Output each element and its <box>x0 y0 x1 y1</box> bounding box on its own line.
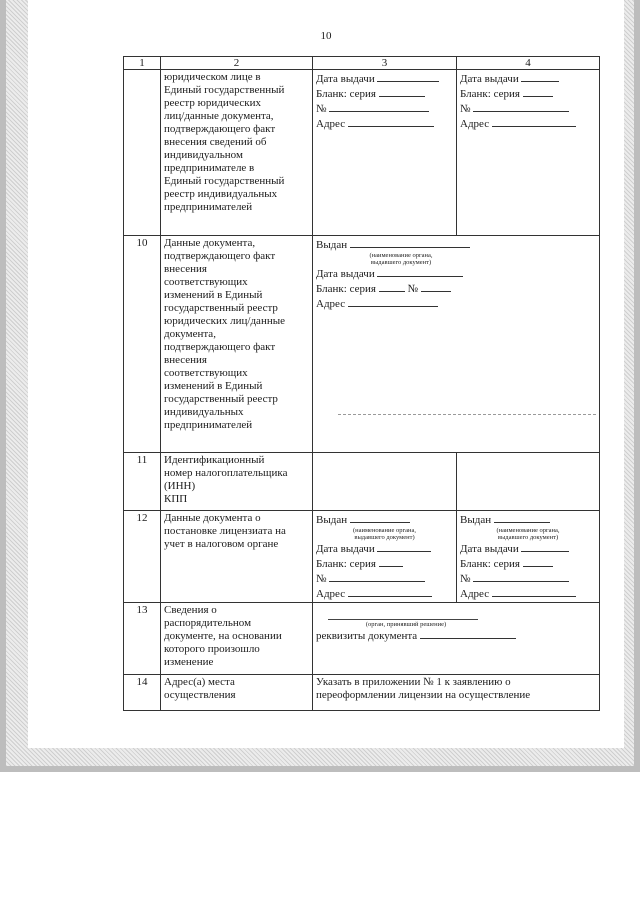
address-field[interactable] <box>492 586 576 597</box>
number-label: № <box>407 283 418 295</box>
address-field[interactable] <box>492 116 576 127</box>
form-series-label: Бланк: серия <box>316 558 376 570</box>
issued-by-field[interactable] <box>350 512 410 523</box>
issued-by-caption: (наименование органа, выдавшего документ) <box>352 527 417 541</box>
row-number: 13 <box>124 603 161 675</box>
form-series-label: Бланк: серия <box>316 283 376 295</box>
address-label: Адрес <box>316 118 346 130</box>
header-col-3: 3 <box>313 57 457 70</box>
row-description: Идентификационный номер налогоплательщика (ИНН) КПП <box>161 453 313 511</box>
number-field[interactable] <box>329 101 429 112</box>
row-description: Данные документа о постановке лицензиата на учет в налоговом органе <box>161 511 313 603</box>
inn-field-cell[interactable] <box>313 453 457 511</box>
number-field[interactable] <box>421 281 451 292</box>
form-series-label: Бланк: серия <box>460 558 520 570</box>
field-cell-col3 <box>313 70 457 236</box>
number-label: № <box>460 573 471 585</box>
issue-date-label: Дата выдачи <box>460 73 519 85</box>
address-field[interactable] <box>348 116 434 127</box>
issue-date-field[interactable] <box>377 541 431 552</box>
address-label: Адрес <box>316 298 346 310</box>
issuing-body-field[interactable] <box>328 615 478 620</box>
number-label: № <box>316 573 327 585</box>
form-series-label: Бланк: серия <box>460 88 520 100</box>
table-row-11 <box>124 453 600 511</box>
issue-date-label: Дата выдачи <box>460 543 519 555</box>
table-row-13 <box>124 603 600 675</box>
form-series-field[interactable] <box>379 86 425 97</box>
issued-by-label: Выдан <box>316 514 348 526</box>
issue-date-label: Дата выдачи <box>316 73 375 85</box>
issue-date-field[interactable] <box>521 541 569 552</box>
faint-scan-line <box>338 414 596 415</box>
form-series-field[interactable] <box>379 556 403 567</box>
issued-by-label: Выдан <box>460 514 492 526</box>
issue-date-label: Дата выдачи <box>316 543 375 555</box>
number-field[interactable] <box>473 571 569 582</box>
row-number: 11 <box>124 453 161 511</box>
issued-by-label: Выдан <box>316 239 348 251</box>
merged-field-cell <box>313 603 600 675</box>
issued-by-caption: (наименование органа, выдавшего документ) <box>496 527 560 541</box>
row-description: Сведения о распорядительном документе, на основании которого произошло изменение <box>161 603 313 675</box>
issue-date-field[interactable] <box>377 266 463 277</box>
license-form-table <box>123 56 600 711</box>
field-cell-col4 <box>457 70 600 236</box>
table-row-14 <box>124 675 600 711</box>
issuing-body-caption: (орган, принявший решение) <box>365 621 447 628</box>
row-description: Данные документа, подтверждающего факт внесения соответствующих изменений в Единый государственный реестр юридических лиц/данные документа, подтверждающего факт внесения соответствующих изменений в Единый государственный реестр индивидуальных предпринимателей <box>161 236 313 453</box>
header-col-2: 2 <box>161 57 313 70</box>
document-requisites-field[interactable] <box>420 628 516 639</box>
address-field[interactable] <box>348 586 432 597</box>
table-header-row <box>124 57 600 70</box>
number-field[interactable] <box>473 101 569 112</box>
table-row-10 <box>124 236 600 453</box>
header-col-4: 4 <box>457 57 600 70</box>
form-series-label: Бланк: серия <box>316 88 376 100</box>
number-label: № <box>316 103 327 115</box>
form-series-field[interactable] <box>379 281 405 292</box>
field-cell-col4 <box>457 511 600 603</box>
row-number-empty <box>124 70 161 236</box>
document-requisites-label: реквизиты документа <box>316 630 418 642</box>
issued-by-caption: (наименование органа, выдавшего документ) <box>369 252 433 266</box>
issue-date-field[interactable] <box>521 71 559 82</box>
form-series-field[interactable] <box>523 556 553 567</box>
header-col-1: 1 <box>124 57 161 70</box>
row-number: 12 <box>124 511 161 603</box>
table-row-9-continued <box>124 70 600 236</box>
issue-date-label: Дата выдачи <box>316 268 375 280</box>
row-description: Адрес(а) места осуществления <box>161 675 313 711</box>
number-label: № <box>460 103 471 115</box>
address-label: Адрес <box>460 118 490 130</box>
address-label: Адрес <box>460 588 490 600</box>
merged-field-cell <box>313 236 600 453</box>
field-cell-col3 <box>313 511 457 603</box>
document-page <box>28 0 624 748</box>
issued-by-field[interactable] <box>494 512 550 523</box>
address-label: Адрес <box>316 588 346 600</box>
kpp-field-cell[interactable] <box>457 453 600 511</box>
table-row-12 <box>124 511 600 603</box>
row-number: 14 <box>124 675 161 711</box>
row-description: юридическом лице в Единый государственный реестр юридических лиц/данные документа, подтверждающего факт внесения сведений об индивидуальном предпринимателе в Единый государственный реестр индивидуальных предпринимателей <box>161 70 313 236</box>
page-number: 10 <box>320 30 332 42</box>
address-field[interactable] <box>348 296 438 307</box>
issued-by-field[interactable] <box>350 237 470 248</box>
form-series-field[interactable] <box>523 86 553 97</box>
row-number: 10 <box>124 236 161 453</box>
merged-field-cell: Указать в приложении № 1 к заявлению о переоформлении лицензии на осуществление <box>313 675 600 711</box>
number-field[interactable] <box>329 571 425 582</box>
issue-date-field[interactable] <box>377 71 439 82</box>
